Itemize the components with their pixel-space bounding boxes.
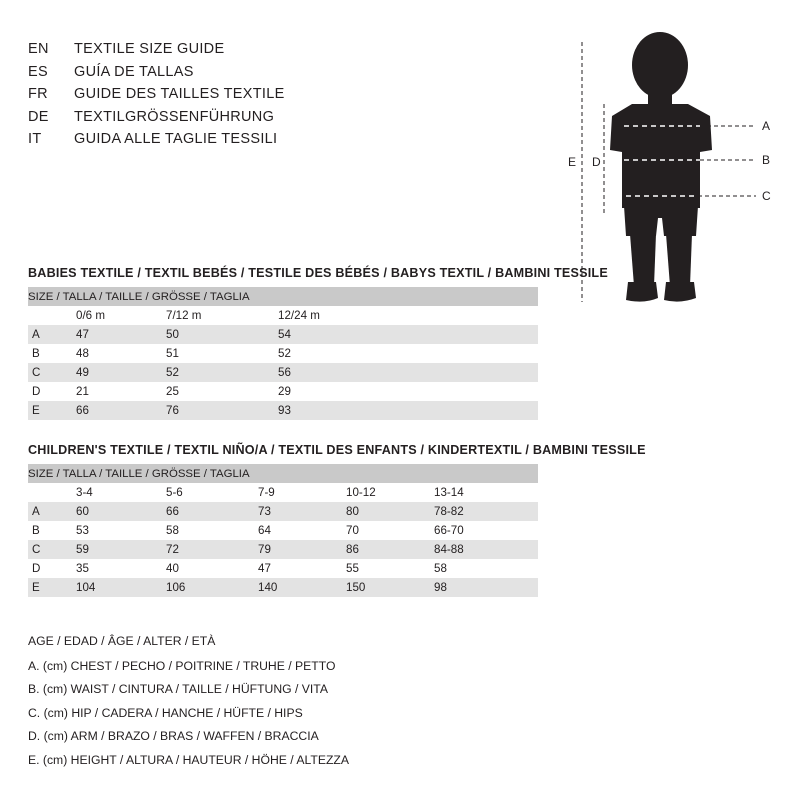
children-row-label-c: C	[28, 540, 76, 559]
children-row-label-d: D	[28, 559, 76, 578]
legend-block	[28, 630, 349, 772]
children-c-4: 84-88	[434, 540, 538, 559]
babies-a-1: 50	[166, 325, 278, 344]
table-row	[28, 363, 538, 382]
children-e-1: 106	[166, 578, 258, 597]
title-text-fr: GUIDE DES TAILLES TEXTILE	[74, 86, 285, 102]
children-col-4: 13-14	[434, 483, 538, 502]
title-row-en	[28, 38, 448, 61]
children-a-3: 80	[346, 502, 434, 521]
table-row	[28, 540, 538, 559]
children-c-2: 79	[258, 540, 346, 559]
babies-a-0: 47	[76, 325, 166, 344]
babies-row-label-a: A	[28, 325, 76, 344]
babies-d-0: 21	[76, 382, 166, 401]
table-row	[28, 559, 538, 578]
babies-d-1: 25	[166, 382, 278, 401]
children-e-3: 150	[346, 578, 434, 597]
children-col-blank	[28, 483, 76, 502]
children-c-1: 72	[166, 540, 258, 559]
legend-title: AGE / EDAD / ÂGE / ALTER / ETÀ	[28, 634, 216, 648]
babies-heading: BABIES TEXTILE / TEXTIL BEBÉS / TESTILE DES BÉBÉS / BABYS TEXTIL / BAMBINI TESSILE	[28, 266, 608, 280]
children-col-1: 5-6	[166, 483, 258, 502]
babies-row-label-e: E	[28, 401, 76, 420]
babies-b-0: 48	[76, 344, 166, 363]
legend-item-e: E. (cm) HEIGHT / ALTURA / HAUTEUR / HÖHE / ALTEZZA	[28, 752, 349, 767]
children-d-4: 58	[434, 559, 538, 578]
babies-e-0: 66	[76, 401, 166, 420]
babies-b-2: 52	[278, 344, 538, 363]
children-section	[28, 443, 668, 597]
title-text-en: TEXTILE SIZE GUIDE	[74, 41, 225, 57]
babies-c-1: 52	[166, 363, 278, 382]
babies-col-1: 7/12 m	[166, 306, 278, 325]
table-row	[28, 521, 538, 540]
silhouette-shape	[610, 32, 712, 302]
babies-row-label-d: D	[28, 382, 76, 401]
title-lang-de: DE	[28, 108, 49, 125]
children-a-0: 60	[76, 502, 166, 521]
title-text-it: GUIDA ALLE TAGLIE TESSILI	[74, 131, 278, 147]
table-row	[28, 382, 538, 401]
babies-col-blank	[28, 306, 76, 325]
children-col-2: 7-9	[258, 483, 346, 502]
title-lang-en: EN	[28, 41, 49, 57]
babies-b-1: 51	[166, 344, 278, 363]
children-d-0: 35	[76, 559, 166, 578]
babies-col-0: 0/6 m	[76, 306, 166, 325]
table-row	[28, 401, 538, 420]
children-row-label-a: A	[28, 502, 76, 521]
table-row	[28, 502, 538, 521]
children-d-3: 55	[346, 559, 434, 578]
legend-item-a: A. (cm) CHEST / PECHO / POITRINE / TRUHE / PETTO	[28, 658, 336, 673]
babies-table	[28, 287, 538, 420]
children-col-0: 3-4	[76, 483, 166, 502]
title-text-es: GUÍA DE TALLAS	[74, 63, 194, 80]
children-a-1: 66	[166, 502, 258, 521]
babies-e-2: 93	[278, 401, 538, 420]
marker-label-b: B	[762, 153, 771, 167]
marker-label-d: D	[592, 155, 601, 169]
babies-column-header-row	[28, 306, 538, 325]
table-row	[28, 344, 538, 363]
title-row-es	[28, 61, 448, 84]
table-row	[28, 578, 538, 597]
marker-label-c: C	[762, 189, 771, 203]
babies-c-2: 56	[278, 363, 538, 382]
table-row	[28, 325, 538, 344]
children-e-0: 104	[76, 578, 166, 597]
legend-item-c: C. (cm) HIP / CADERA / HANCHE / HÜFTE / HIPS	[28, 705, 303, 720]
children-e-4: 98	[434, 578, 538, 597]
children-size-label-row	[28, 464, 538, 483]
babies-col-2: 12/24 m	[278, 306, 538, 325]
children-b-4: 66-70	[434, 521, 538, 540]
legend-item-d: D. (cm) ARM / BRAZO / BRAS / WAFFEN / BRACCIA	[28, 729, 319, 743]
title-block	[28, 38, 448, 151]
title-lang-es: ES	[28, 63, 48, 80]
children-row-label-e: E	[28, 578, 76, 597]
children-size-label: SIZE / TALLA / TAILLE / GRÖSSE / TAGLIA	[28, 464, 538, 483]
children-d-1: 40	[166, 559, 258, 578]
title-row-de	[28, 106, 448, 129]
children-e-2: 140	[258, 578, 346, 597]
children-col-3: 10-12	[346, 483, 434, 502]
children-column-header-row	[28, 483, 538, 502]
babies-c-0: 49	[76, 363, 166, 382]
children-c-0: 59	[76, 540, 166, 559]
babies-size-label: SIZE / TALLA / TAILLE / GRÖSSE / TAGLIA	[28, 287, 538, 306]
legend-item-b: B. (cm) WAIST / CINTURA / TAILLE / HÜFTUNG / VITA	[28, 682, 328, 696]
children-row-label-b: B	[28, 521, 76, 540]
title-row-fr	[28, 83, 448, 106]
children-b-1: 58	[166, 521, 258, 540]
children-a-4: 78-82	[434, 502, 538, 521]
babies-e-1: 76	[166, 401, 278, 420]
children-b-3: 70	[346, 521, 434, 540]
title-text-de: TEXTILGRÖSSENFÜHRUNG	[74, 108, 275, 125]
babies-d-2: 29	[278, 382, 538, 401]
children-table	[28, 464, 538, 597]
height-bracket-lines	[582, 42, 604, 302]
children-heading: CHILDREN'S TEXTILE / TEXTIL NIÑO/A / TEXTIL DES ENFANTS / KINDERTEXTIL / BAMBINI TESSILE	[28, 443, 646, 457]
title-row-it	[28, 128, 448, 151]
babies-a-2: 54	[278, 325, 538, 344]
children-b-2: 64	[258, 521, 346, 540]
babies-row-label-c: C	[28, 363, 76, 382]
title-lang-it: IT	[28, 131, 42, 147]
babies-size-label-row	[28, 287, 538, 306]
marker-label-e: E	[568, 155, 577, 169]
marker-label-a: A	[762, 119, 771, 133]
children-b-0: 53	[76, 521, 166, 540]
babies-section	[28, 266, 668, 420]
children-d-2: 47	[258, 559, 346, 578]
babies-row-label-b: B	[28, 344, 76, 363]
children-a-2: 73	[258, 502, 346, 521]
children-c-3: 86	[346, 540, 434, 559]
title-lang-fr: FR	[28, 86, 48, 102]
